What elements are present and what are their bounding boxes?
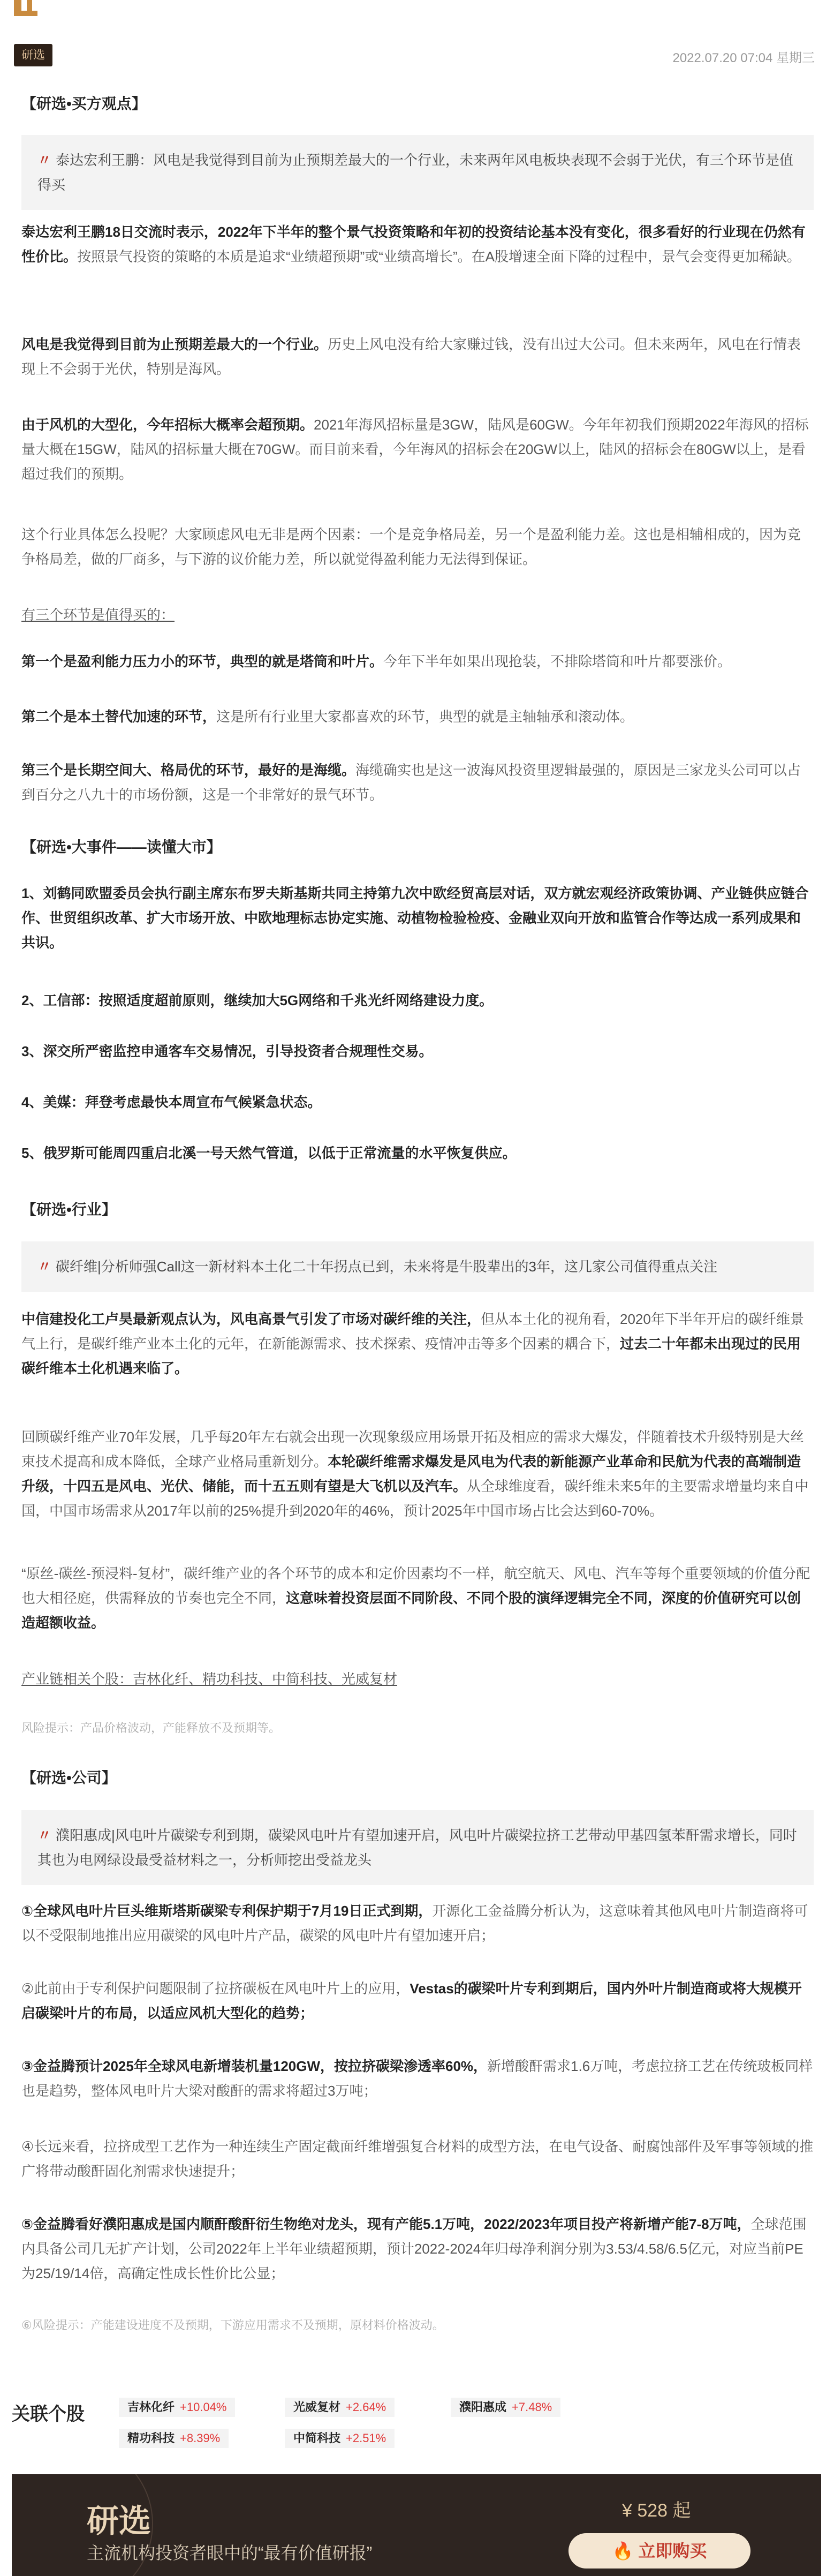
stock-chip-jilin-chemical-fiber[interactable] (119, 2398, 235, 2417)
company-item-5-bold: ⑤金益腾看好濮阳惠成是国内顺酐酸酐衍生物绝对龙头，现有产能5.1万吨，2022/2023年项目投产将新增产能7-8万吨， (21, 2216, 751, 2232)
buy-view-paragraph-4: 这个行业具体怎么投呢？大家顾虑风电无非是两个因素：一个是竞争格局差，另一个是盈利能力差。这也是相辅相成的，因为竞争格局差，做的厂商多，与下游的议价能力差，所以就觉得盈利能力无法得到保证。 (21, 526, 801, 567)
buy-view-p2-bold: 风电是我觉得到目前为止预期差最大的一个行业。 (21, 336, 328, 352)
banner-title: 研选 (87, 2503, 151, 2539)
quote-icon: 〃 (37, 1827, 52, 1843)
category-tag[interactable]: 研选 (14, 44, 52, 66)
section-title-events: 【研选•大事件——读懂大市】 (21, 839, 222, 855)
company-item-3-bold: ③金益腾预计2025年全球风电新增装机量120GW，按拉挤碳梁渗透率60%， (21, 2058, 488, 2074)
stock-chip-jinggong[interactable] (119, 2429, 229, 2448)
company-item-5-rest: 全球范围内具备公司几无扩产计划，公司2022年上半年业绩超预期，预计2022-2024年归母净利润分别为3.53/4.58/6.5亿元，对应当前PE为25/19/14倍，高确定性成长性价比公显； (21, 2216, 807, 2281)
stock-chip-zhongjian[interactable] (285, 2429, 395, 2448)
buy-view-p7-bold: 第二个是本土替代加速的环节， (21, 709, 217, 725)
subscription-banner[interactable] (12, 2474, 821, 2576)
industry-quote[interactable] (21, 1241, 814, 1292)
industry-p1-bold-b: 过去二十年都未出现过的民用碳纤维本土化机遇来临了。 (21, 1336, 801, 1376)
stock-chip-guangwei[interactable] (285, 2398, 395, 2417)
company-item-5 (21, 2212, 814, 2286)
quote-icon: 〃 (37, 1259, 52, 1275)
buy-view-paragraph-1 (21, 220, 814, 269)
stock-change: +7.48% (512, 2400, 552, 2414)
company-item-3-rest: 新增酸酐需求1.6万吨，考虑拉挤工艺在传统玻板同样也是趋势，整体风电叶片大梁对酸酐的需求将超过3万吨； (21, 2058, 813, 2099)
brand-logo (12, 0, 43, 17)
industry-risk-note: 风险提示：产品价格波动，产能释放不及预期等。 (21, 1721, 281, 1735)
event-item-5: 5、俄罗斯可能周四重启北溪一号天然气管道，以低于正常流量的水平恢复供应。 (21, 1145, 517, 1161)
banner-price: ¥ 528 起 (622, 2500, 691, 2521)
industry-paragraph-1 (21, 1307, 814, 1381)
company-item-1-bold: ①全球风电叶片巨头维斯塔斯碳梁专利保护期于7月19日正式到期， (21, 1903, 433, 1919)
buy-now-button[interactable] (568, 2533, 750, 2569)
company-item-3 (21, 2054, 814, 2103)
industry-p1-mid: 但从本土化的视角看，2020年下半年开启的碳纤维景气上行，是碳纤维产业本土化的元年，在新能源需求、技术探索、疫情冲击等多个因素的耦合下， (21, 1311, 804, 1352)
buy-view-p1-bold: 泰达宏利王鹏18日交流时表示，2022年下半年的整个景气投资策略和年初的投资结论基本没有变化，很多看好的行业现在仍然有性价比。 (21, 224, 806, 265)
buy-view-quote[interactable] (21, 135, 814, 210)
company-quote[interactable] (21, 1810, 814, 1885)
event-item-2: 2、工信部：按照适度超前原则，继续加大5G网络和千兆光纤网络建设力度。 (21, 992, 494, 1008)
buy-view-paragraph-8 (21, 758, 814, 807)
buy-view-p8-rest: 海缆确实也是这一波海风投资里逻辑最强的，原因是三家龙头公司可以占到百分之八九十的市场份额，这是一个非常好的景气环节。 (21, 762, 801, 803)
buy-view-paragraph-3 (21, 412, 814, 486)
industry-paragraph-2 (21, 1425, 814, 1523)
buy-view-p7-rest: 这是所有行业里大家都喜欢的环节，典型的就是主轴轴承和滚动体。 (216, 709, 634, 725)
buy-view-paragraph-5: 有三个环节是值得买的： (21, 607, 175, 623)
company-risk-note: ⑥风险提示：产能建设进度不及预期，下游应用需求不及预期，原材料价格波动。 (21, 2318, 444, 2332)
stock-change: +2.51% (346, 2431, 386, 2445)
stock-change: +8.39% (180, 2431, 221, 2445)
buy-view-p8-bold: 第三个是长期空间大、格局优的环节，最好的是海缆。 (21, 762, 356, 778)
stock-name: 吉林化纤 (127, 2400, 175, 2414)
industry-related-stocks-link[interactable]: 产业链相关个股：吉林化纤、精功科技、中简科技、光威复材 (21, 1671, 398, 1687)
company-item-1 (21, 1899, 814, 1948)
industry-p1-bold-a: 中信建投化工卢昊最新观点认为，风电高景气引发了市场对碳纤维的关注， (21, 1311, 481, 1327)
stock-name: 精功科技 (127, 2431, 175, 2445)
buy-view-p2-rest: 历史上风电没有给大家赚过钱，没有出过大公司。但未来两年，风电在行情表现上不会弱于光伏，特别是海风。 (21, 336, 801, 377)
stock-name: 光威复材 (293, 2400, 341, 2414)
banner-subtitle: 主流机构投资者眼中的“最有价值研报” (87, 2543, 373, 2563)
industry-p3-bold: 这意味着投资层面不同阶段、不同个股的演绎逻辑完全不同，深度的价值研究可以创造超额收益。 (21, 1590, 801, 1631)
industry-paragraph-3 (21, 1561, 814, 1635)
related-stocks-title: 关联个股 (12, 2404, 85, 2424)
buy-view-p3-bold: 由于风机的大型化，今年招标大概率会超预期。 (21, 417, 314, 433)
company-item-4: ④长远来看，拉挤成型工艺作为一种连续生产固定截面纤维增强复合材料的成型方法，在电气设备、耐腐蚀部件及军事等领域的推广将带动酸酐固化剂需求快速提升； (21, 2138, 814, 2179)
stock-change: +2.64% (346, 2400, 386, 2414)
stock-name: 濮阳惠成 (459, 2400, 507, 2414)
section-title-industry: 【研选•行业】 (21, 1201, 117, 1218)
industry-p2-a: 回顾碳纤维产业70年发展，几乎每20年左右就会出现一次现象级应用场景开拓及相应的需求大爆发，伴随着技术升级特别是大丝束技术提高和成本降低，全球产业格局重新划分。 (21, 1429, 804, 1470)
fire-icon: 🔥 (612, 2541, 634, 2560)
industry-p2-b: 从全球维度看，碳纤维未来5年的主要需求增量均来自中国，中国市场需求从2017年以前的25%提升到2020年的46%，预计2025年中国市场占比会达到60-70%。 (21, 1478, 809, 1519)
buy-view-p6-rest: 今年下半年如果出现抢装，不排除塔筒和叶片都要涨价。 (383, 653, 732, 669)
company-item-2-lead: ②此前由于专利保护问题限制了拉挤碳板在风电叶片上的应用， (21, 1980, 410, 1997)
buy-view-paragraph-2 (21, 332, 814, 381)
event-item-3: 3、深交所严密监控申通客车交易情况，引导投资者合规理性交易。 (21, 1043, 433, 1059)
buy-view-p3-rest: 2021年海风招标量是3GW，陆风是60GW。今年年初我们预期2022年海风的招标量大概在15GW，陆风的招标量大概在70GW。而目前来看，今年海风的招标会在20GW以上，陆风的招标会在80GW以上，是看超过我们的预期。 (21, 417, 809, 482)
industry-quote-text: 碳纤维|分析师强Call这一新材料本土化二十年拐点已到，未来将是牛股辈出的3年，这几家公司值得重点关注 (56, 1259, 718, 1275)
stock-chip-puyang-huicheng[interactable] (451, 2398, 560, 2417)
company-quote-text: 濮阳惠成|风电叶片碳梁专利到期，碳梁风电叶片有望加速开启，风电叶片碳梁拉挤工艺带动甲基四氢苯酐需求增长，同时其也为电网绿设最受益材料之一，分析师挖出受益龙头 (37, 1827, 797, 1868)
event-item-1: 1、刘鹤同欧盟委员会执行副主席东布罗夫斯基斯共同主持第九次中欧经贸高层对话，双方就宏观经济政策协调、产业链供应链合作、世贸组织改革、扩大市场开放、中欧地理标志协定实施、动植物检验检疫、金融业双向开放和监管合作等达成一系列成果和共识。 (21, 885, 809, 951)
section-title-company: 【研选•公司】 (21, 1769, 117, 1786)
industry-p3-a: “原丝-碳丝-预浸料-复材”，碳纤维产业的各个环节的成本和定价因素均不一样，航空航天、风电、汽车等每个重要领域的价值分配也大相径庭，供需释放的节奏也完全不同， (21, 1565, 810, 1606)
buy-view-p6-bold: 第一个是盈利能力压力小的环节，典型的就是塔筒和叶片。 (21, 653, 384, 669)
industry-p2-bold: 本轮碳纤维需求爆发是风电为代表的新能源产业革命和民航为代表的高端制造升级，十四五是风电、光伏、储能，而十五五则有望是大飞机以及汽车。 (21, 1453, 801, 1494)
buy-view-paragraph-6 (21, 649, 814, 674)
quote-icon: 〃 (37, 152, 52, 168)
company-item-2 (21, 1976, 814, 2025)
buy-now-label: 立即购买 (638, 2541, 707, 2560)
company-item-1-rest: 开源化工金益腾分析认为，这意味着其他风电叶片制造商将可以不受限制地推出应用碳梁的风电叶片产品，碳梁的风电叶片有望加速开启； (21, 1903, 808, 1944)
buy-view-paragraph-7 (21, 704, 814, 729)
buy-view-p1-rest: 按照景气投资的策略的本质是追求“业绩超预期”或“业绩高增长”。在A股增速全面下降的过程中，景气会变得更加稀缺。 (77, 248, 801, 265)
event-item-4: 4、美媒：拜登考虑最快本周宣布气候紧急状态。 (21, 1094, 322, 1110)
stock-change: +10.04% (180, 2400, 227, 2414)
article-page (12, 0, 821, 2576)
buy-view-quote-text: 泰达宏利王鹏：风电是我觉得到目前为止预期差最大的一个行业，未来两年风电板块表现不会弱于光伏，有三个环节是值得买 (37, 152, 794, 193)
stock-name: 中简科技 (293, 2431, 341, 2445)
section-title-buy-view: 【研选•买方观点】 (21, 95, 147, 112)
company-item-2-bold: Vestas的碳梁叶片专利到期后，国内外叶片制造商或将大规模开启碳梁叶片的布局，以适应风机大型化的趋势； (21, 1980, 802, 2021)
publish-date: 2022.07.20 07:04 星期三 (672, 51, 815, 65)
